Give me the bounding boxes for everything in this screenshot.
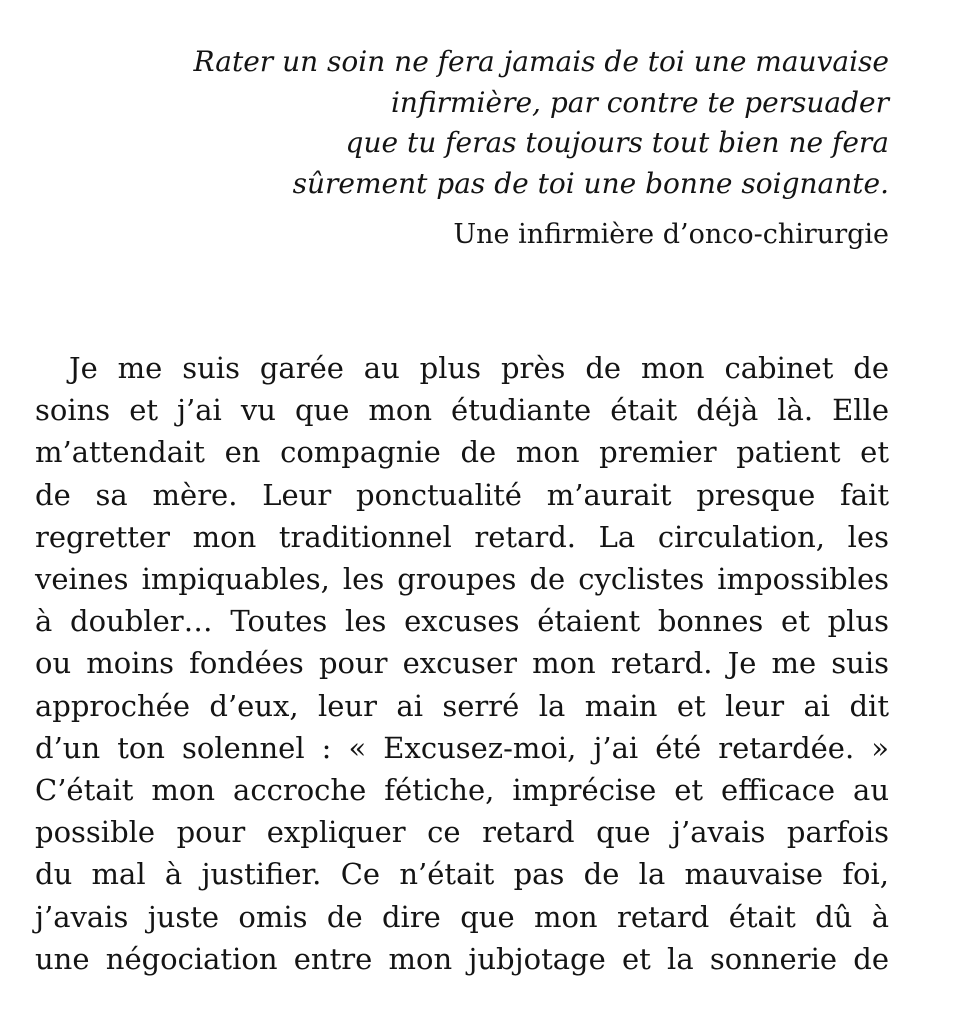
paragraph-line: de sa mère. Leur ponctualité m’aurait presque fait: [35, 477, 889, 512]
paragraph-line: à doubler… Toutes les excuses étaient bonnes et plus: [35, 604, 889, 639]
epigraph-line: sûrement pas de toi une bonne soignante.: [292, 166, 889, 200]
paragraph-line: possible pour expliquer ce retard que j’avais parfois: [35, 815, 889, 850]
epigraph-line: Rater un soin ne fera jamais de toi une mauvaise: [193, 45, 889, 78]
paragraph-line: veines impiquables, les groupes de cyclistes impossibles: [35, 562, 889, 597]
paragraph-line: j’avais juste omis de dire que mon retard était dû à: [35, 899, 889, 934]
epigraph-line: que tu feras toujours tout bien ne fera: [345, 126, 889, 159]
epigraph-attribution: Une infirmière d’onco-chirurgie: [453, 219, 889, 250]
epigraph: [150, 42, 889, 255]
body-paragraph: [35, 347, 889, 980]
paragraph-line: ou moins fondées pour excuser mon retard. Je me suis: [35, 646, 889, 681]
epigraph-line: infirmière, par contre te persuader: [390, 85, 889, 119]
paragraph-line: soins et j’ai vu que mon étudiante était déjà là. Elle: [35, 393, 889, 428]
paragraph-line: m’attendait en compagnie de mon premier patient et: [35, 435, 889, 470]
paragraph-line: regretter mon traditionnel retard. La circulation, les: [35, 519, 889, 554]
paragraph-line: Je me suis garée au plus près de mon cabinet de: [69, 351, 889, 385]
paragraph-line: approchée d’eux, leur ai serré la main et leur ai dit: [35, 688, 889, 723]
paragraph-line: d’un ton solennel : « Excusez-moi, j’ai été retardée. »: [35, 730, 889, 765]
paragraph-line: une négociation entre mon jubjotage et la sonnerie de: [35, 941, 889, 976]
paragraph-line: C’était mon accroche fétiche, imprécise et efficace au: [35, 773, 889, 808]
paragraph-line: du mal à justifier. Ce n’était pas de la mauvaise foi,: [35, 857, 889, 892]
